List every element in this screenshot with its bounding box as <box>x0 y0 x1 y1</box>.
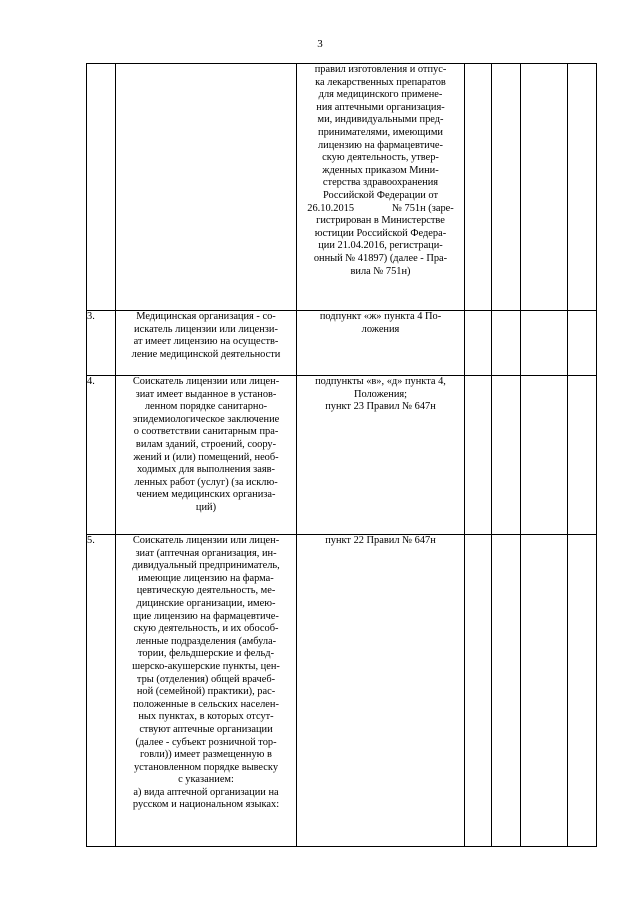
text-line: ции 21.04.2016, регистраци- <box>318 240 443 252</box>
text-line: русском и национальном языках: <box>132 799 280 811</box>
check-yes-cell <box>465 311 492 376</box>
text-line: подпункт «ж» пункта 4 По- <box>319 311 442 322</box>
text-line: с указанием: <box>178 774 234 786</box>
text-line: жений и (или) помещений, необ- <box>133 451 279 463</box>
not-applicable-cell <box>521 535 568 847</box>
text-fragment: № 751н (заре- <box>392 202 454 214</box>
check-yes-cell <box>465 535 492 847</box>
text-line: ной (семейной) практики), рас- <box>136 686 276 698</box>
text-line: ление медицинской деятельности <box>131 348 281 360</box>
text-line: чением медицинских организа- <box>136 489 276 501</box>
text-line: ложения <box>361 323 400 335</box>
text-line: ния аптечными организация- <box>316 101 445 113</box>
check-no-cell <box>492 535 521 847</box>
text-line: искатель лицензии или лицензи- <box>134 323 278 335</box>
legal-act-cell <box>297 535 465 847</box>
text-line: для медицинского примене- <box>318 89 443 101</box>
text-line: Положения; <box>353 388 408 400</box>
check-yes-cell <box>465 376 492 535</box>
not-applicable-cell <box>521 376 568 535</box>
text-line: о соответствии санитарным пра- <box>133 426 279 438</box>
text-line: установленном порядке вывеску <box>133 761 279 773</box>
text-line: эпидемиологическое заключение <box>132 413 280 425</box>
text-line: стерства здравоохранения <box>322 177 439 189</box>
text-line: подпункты «в», «д» пункта 4, <box>315 376 446 387</box>
text-line: ка лекарственных препаратов <box>315 76 446 88</box>
legal-act-cell <box>297 64 465 311</box>
requirement-cell <box>116 535 297 847</box>
text-line: ленные подразделения (амбула- <box>135 635 277 647</box>
row-number <box>87 64 116 311</box>
table-row <box>87 64 597 311</box>
requirement-cell <box>116 376 297 535</box>
requirement-cell <box>116 311 297 376</box>
check-no-cell <box>492 376 521 535</box>
text-line: Соискатель лицензии или лицен- <box>132 535 280 546</box>
requirement-cell <box>116 64 297 311</box>
text-line: жденных приказом Мини- <box>322 164 439 176</box>
text-line: имеющие лицензию на фарма- <box>138 572 274 584</box>
text-line: вилам зданий, строений, соору- <box>135 438 277 450</box>
text-line: правил изготовления и отпус- <box>314 64 447 75</box>
text-line: скую деятельность, и их обособ- <box>133 623 279 635</box>
text-line: онный № 41897) (далее - Пра- <box>313 252 448 264</box>
table-row <box>87 535 597 847</box>
text-line: цевтическую деятельность, ме- <box>136 585 276 597</box>
check-yes-cell <box>465 64 492 311</box>
notes-cell <box>568 376 597 535</box>
text-line: Медицинская организация - со- <box>136 311 276 322</box>
text-line: ствуют аптечные организации <box>139 723 273 735</box>
text-line: тры (отделения) общей врачеб- <box>136 673 276 685</box>
text-line: тории, фельдшерские и фельд- <box>137 648 275 660</box>
text-line: щие лицензию на фармацевтиче- <box>133 610 279 622</box>
text-line: положенные в сельских населен- <box>133 698 279 710</box>
text-line: пункт 23 Правил № 647н <box>325 401 436 413</box>
text-line: лицензию на фармацевтиче- <box>318 139 443 151</box>
text-line: пункт 22 Правил № 647н <box>325 535 436 546</box>
text-line: дицинские организации, имею- <box>136 597 276 609</box>
not-applicable-cell <box>521 311 568 376</box>
text-line: ций) <box>195 501 217 513</box>
text-line: (далее - субъект розничной тор- <box>135 736 277 748</box>
legal-act-cell <box>297 376 465 535</box>
text-line: говли)) имеет размещенную в <box>140 749 272 761</box>
text-line: принимателями, имеющими <box>318 126 443 138</box>
check-no-cell <box>492 311 521 376</box>
notes-cell <box>568 535 597 847</box>
page-number: 3 <box>317 38 323 50</box>
text-line: ленных работ (услуг) (за исклю- <box>134 476 278 488</box>
row-number: 5. <box>87 535 116 847</box>
text-line: ми, индивидуальными пред- <box>317 114 444 126</box>
text-line: скую деятельность, утвер- <box>322 152 439 164</box>
text-fragment: 26.10.2015 <box>307 202 355 214</box>
text-line: ных пунктах, в которых отсут- <box>138 711 274 723</box>
row-number: 4. <box>87 376 116 535</box>
text-line: вила № 751н) <box>350 265 411 277</box>
text-line: зиат (аптечная организация, ин- <box>135 547 277 559</box>
not-applicable-cell <box>521 64 568 311</box>
text-line <box>297 203 464 216</box>
text-line: дивидуальный предприниматель, <box>132 560 280 572</box>
text-line: Российской Федерации от <box>322 189 439 201</box>
text-line: зиат имеет выданное в установ- <box>135 388 277 400</box>
notes-cell <box>568 311 597 376</box>
text-line: а) вида аптечной организации на <box>133 786 279 798</box>
text-line: ат имеет лицензию на осуществ- <box>133 336 279 348</box>
table-row <box>87 311 597 376</box>
row-number: 3. <box>87 311 116 376</box>
text-line: шерско-акушерские пункты, цен- <box>132 660 280 672</box>
text-line: юстиции Российской Федера- <box>314 227 447 239</box>
legal-act-cell <box>297 311 465 376</box>
text-line: ленном порядке санитарно- <box>144 401 268 413</box>
requirements-table <box>86 63 597 847</box>
notes-cell <box>568 64 597 311</box>
table-row <box>87 376 597 535</box>
text-line: гистрирован в Министерстве <box>316 215 445 227</box>
check-no-cell <box>492 64 521 311</box>
text-line: Соискатель лицензии или лицен- <box>132 376 280 387</box>
text-line: ходимых для выполнения заяв- <box>137 464 275 476</box>
